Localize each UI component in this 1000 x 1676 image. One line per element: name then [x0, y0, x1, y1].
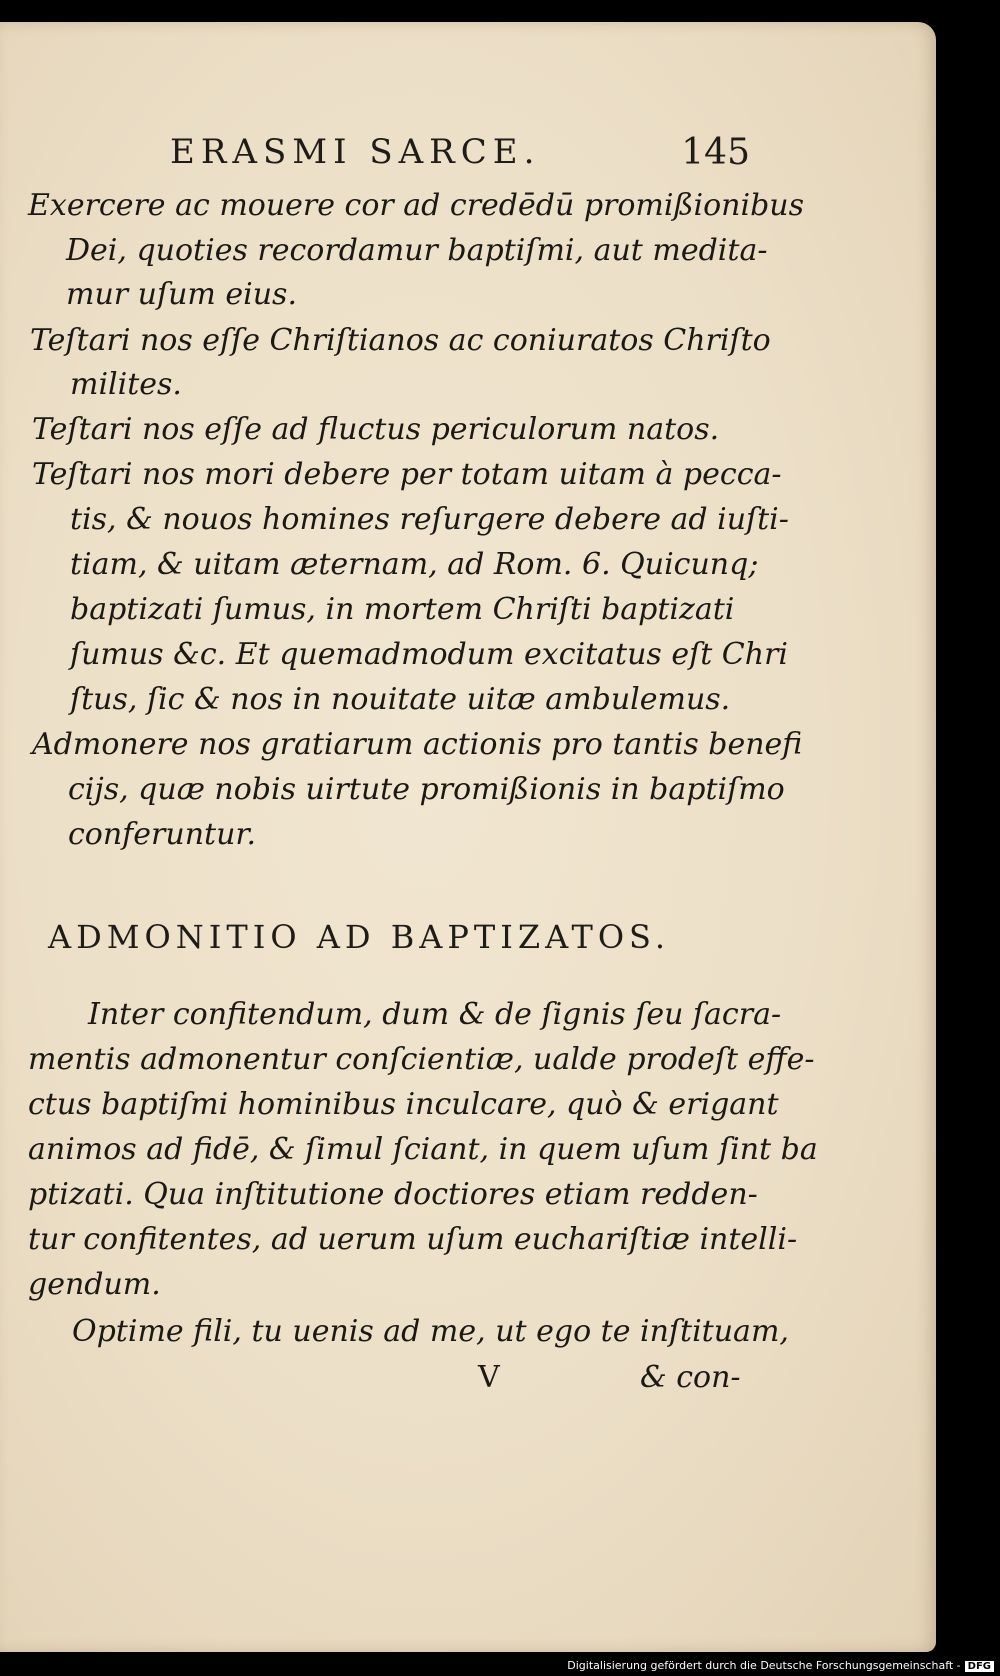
- section-heading: ADMONITIO AD BAPTIZATOS.: [48, 918, 670, 956]
- credit-text: Digitalisierung gefördert durch die Deutsche Forschungsgemeinschaft -: [567, 1659, 961, 1672]
- text-line: baptizati ſumus, in mortem Chriſti baptizati: [70, 592, 735, 627]
- text-line: Dei, quoties recordamur baptiſmi, aut medita-: [66, 233, 768, 268]
- dfg-logo: DFG: [965, 1661, 994, 1672]
- text-line: Admonere nos gratiarum actionis pro tantis benefi: [32, 727, 803, 762]
- text-line: gendum.: [28, 1267, 161, 1302]
- running-header: [170, 132, 750, 178]
- text-line: tur confitentes, ad uerum uſum euchariſtiæ intelli-: [28, 1222, 798, 1257]
- text-line: mur uſum eius.: [66, 277, 297, 312]
- text-line: cijs, quæ nobis uirtute promißionis in baptiſmo: [68, 772, 785, 807]
- text-line: tiam, & uitam æternam, ad Rom. 6. Quicunq;: [70, 547, 759, 582]
- text-line: ſumus &c. Et quemadmodum excitatus eſt Chri: [70, 637, 789, 672]
- text-line: Optime fili, tu uenis ad me, ut ego te inſtituam,: [72, 1314, 789, 1349]
- text-line: mentis admonentur conſcientiæ, ualde prodeſt effe-: [28, 1042, 815, 1077]
- catchword: & con-: [640, 1360, 741, 1395]
- text-line: ſtus, ſic & nos in nouitate uitæ ambulemus.: [70, 682, 731, 717]
- text-line: Teſtari nos eſſe Chriſtianos ac coniuratos Chriſto: [30, 323, 771, 358]
- text-line: animos ad fidē, & ſimul ſciant, in quem uſum ſint ba: [28, 1132, 818, 1167]
- text-line: ctus baptiſmi hominibus inculcare, quò & erigant: [28, 1087, 779, 1122]
- text-line: conferuntur.: [68, 817, 256, 852]
- running-title: ERASMI SARCE.: [170, 132, 541, 172]
- text-line: milites.: [70, 367, 182, 402]
- text-line: tis, & nouos homines reſurgere debere ad iuſti-: [70, 502, 789, 537]
- digitization-credit: [567, 1659, 994, 1672]
- text-line: Teſtari nos eſſe ad fluctus periculorum natos.: [32, 412, 720, 447]
- text-line: Inter confitendum, dum & de ſignis ſeu ſacra-: [88, 997, 782, 1032]
- signature-mark: V: [478, 1360, 500, 1395]
- text-line: ptizati. Qua inſtitutione doctiores etiam redden-: [28, 1177, 758, 1212]
- text-line: Teſtari nos mori debere per totam uitam à pecca-: [32, 457, 782, 492]
- page-number: 145: [681, 132, 750, 173]
- text-line: Exercere ac mouere cor ad credēdū promißionibus: [28, 188, 805, 223]
